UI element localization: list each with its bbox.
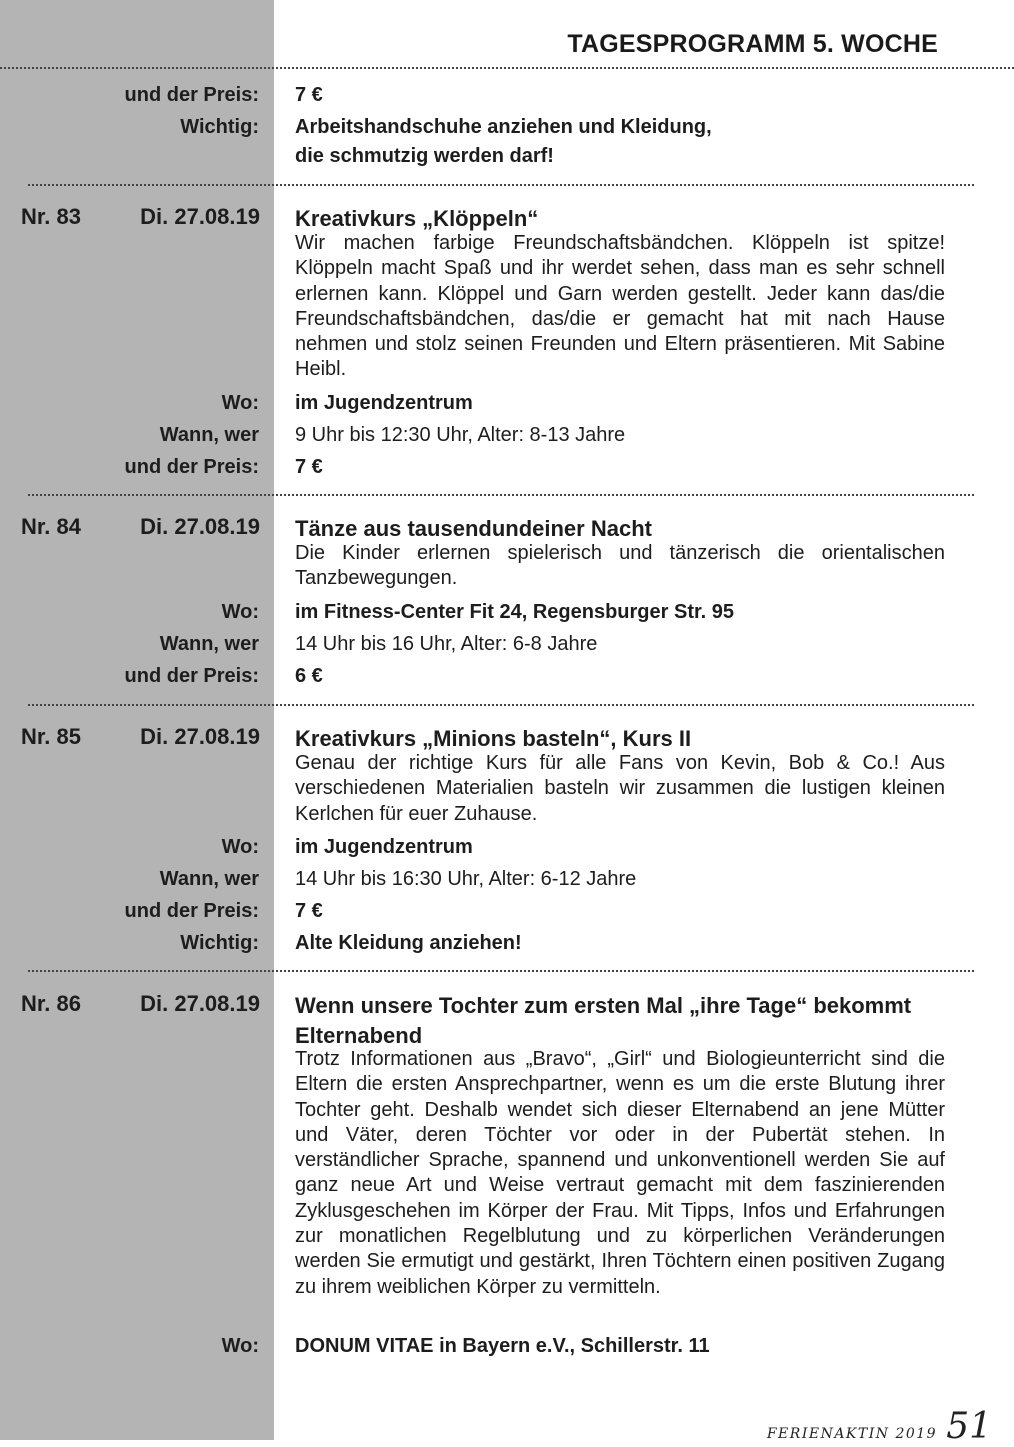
entry-number: Nr. 85 [21,724,81,749]
wann-label: Wann, wer [159,424,259,446]
entry-date: Di. 27.08.19 [140,204,260,229]
wann-value: 14 Uhr bis 16:30 Uhr, Alter: 6-12 Jahre [295,868,637,890]
wo-value: DONUM VITAE in Bayern e.V., Schillerstr. 11 [295,1335,710,1357]
price-label: und der Preis: [124,900,259,922]
wichtig-value: Alte Kleidung anziehen! [295,932,522,954]
page-title: TAGESPROGRAMM 5. WOCHE [567,30,938,58]
wo-label: Wo: [221,836,259,858]
price-label: und der Preis: [124,665,259,687]
entry-title: Kreativkurs „Klöppeln“ [295,206,539,231]
wichtig-label: Wichtig: [180,932,259,954]
entry-description: Die Kinder erlernen spielerisch und tänzerisch die orientalischen Tanzbewegungen. [295,542,945,590]
price-value: 7 € [295,456,323,478]
entry-divider [28,494,974,496]
entry-date: Di. 27.08.19 [140,514,260,539]
wann-label: Wann, wer [159,633,259,655]
carry-price-row [0,79,1014,111]
entry-price-row [0,895,1014,927]
price-label: und der Preis: [124,84,259,106]
entry-wo-row [0,596,1014,628]
entry-wo-row [0,831,1014,863]
entry-divider [28,704,974,706]
entry-wann-row [0,628,1014,660]
entry-date: Di. 27.08.19 [140,724,260,749]
carry-wichtig-row [0,111,1014,143]
price-label: und der Preis: [124,456,259,478]
footer-brand: FERIENAKTIN 2019 [766,1426,938,1442]
wichtig-value: Arbeitshandschuhe anziehen und Kleidung, [295,116,712,138]
entry-wann-row [0,419,1014,451]
wo-label: Wo: [221,1335,259,1357]
wichtig-value-2: die schmutzig werden darf! [295,145,554,167]
entry-title: Wenn unsere Tochter zum ersten Mal „ihre Tage“ bekommt [295,993,912,1018]
wo-value: im Fitness-Center Fit 24, Regensburger Str. 95 [295,601,735,623]
price-value: 7 € [295,900,323,922]
entry-description: Genau der richtige Kurs für alle Fans von Kevin, Bob & Co.! Aus verschiedenen Materialien basteln wir zusammen die lustigen kleinen Kerlchen für euer Zuhause. [295,752,945,825]
page-footer [767,1406,992,1447]
entry-price-row [0,660,1014,692]
entry-wo-row [0,387,1014,419]
entry-description: Trotz Informationen aus „Bravo“, „Girl“ und Biologieunterricht sind die Eltern die ersten Ansprechpartner, wenn es um die erste Blutung ihrer Tochter geht. Deshalb wendet sich dieser Elternabend an jene Mütter und Väter, deren Töchter vor oder in der Pubertät stehen. In verständlicher Sprache, spannend und unkonventionell werden Sie auf ganz neue Art und Weise vertraut gemacht mit dem faszinierenden Zyklusgeschehen im Körper der Frau. Mit Tipps, Infos und Erfahrungen zur monatlichen Regelblutung und zu körperlichen Veränderungen werden Sie ermutigt und gestärkt, Ihren Töchtern einen positiven Zugang zu ihrem weiblichen Körper zu vermitteln. [295,1048,945,1298]
wo-label: Wo: [221,392,259,414]
carry-wichtig-row-2 [0,140,1014,172]
entry-subtitle: Elternabend [295,1023,423,1048]
wann-value: 14 Uhr bis 16 Uhr, Alter: 6-8 Jahre [295,633,598,655]
price-value: 7 € [295,84,323,106]
entry-date: Di. 27.08.19 [140,991,260,1016]
entry-divider [28,970,974,972]
wo-label: Wo: [221,601,259,623]
page-number: 51 [946,1406,992,1447]
entry-wo-row [0,1330,1014,1362]
entry-number: Nr. 83 [21,204,81,229]
entry-divider [28,184,974,186]
wann-value: 9 Uhr bis 12:30 Uhr, Alter: 8-13 Jahre [295,424,626,446]
entry-wann-row [0,863,1014,895]
wichtig-label: Wichtig: [180,116,259,138]
header-divider [0,67,1014,69]
entry-description: Wir machen farbige Freundschaftsbändchen. Klöppeln ist spitze! Klöppeln macht Spaß und ihr werdet sehen, dass man es sehr schnell erlernen kann. Klöppel und Garn werden gestellt. Jeder kann das/die Freundschaftsbändchen, das/die er gemacht hat mit nach Hause nehmen und stolz seinen Freunden und Eltern präsentieren. Mit Sabine Heibl. [295,232,945,381]
entry-number: Nr. 84 [21,514,81,539]
entry-wichtig-row [0,927,1014,959]
entry-price-row [0,451,1014,483]
wann-label: Wann, wer [159,868,259,890]
wo-value: im Jugendzentrum [295,392,473,414]
price-value: 6 € [295,665,323,687]
entry-title: Tänze aus tausendundeiner Nacht [295,516,652,541]
wo-value: im Jugendzentrum [295,836,473,858]
entry-title: Kreativkurs „Minions basteln“, Kurs II [295,726,692,751]
entry-number: Nr. 86 [21,991,81,1016]
